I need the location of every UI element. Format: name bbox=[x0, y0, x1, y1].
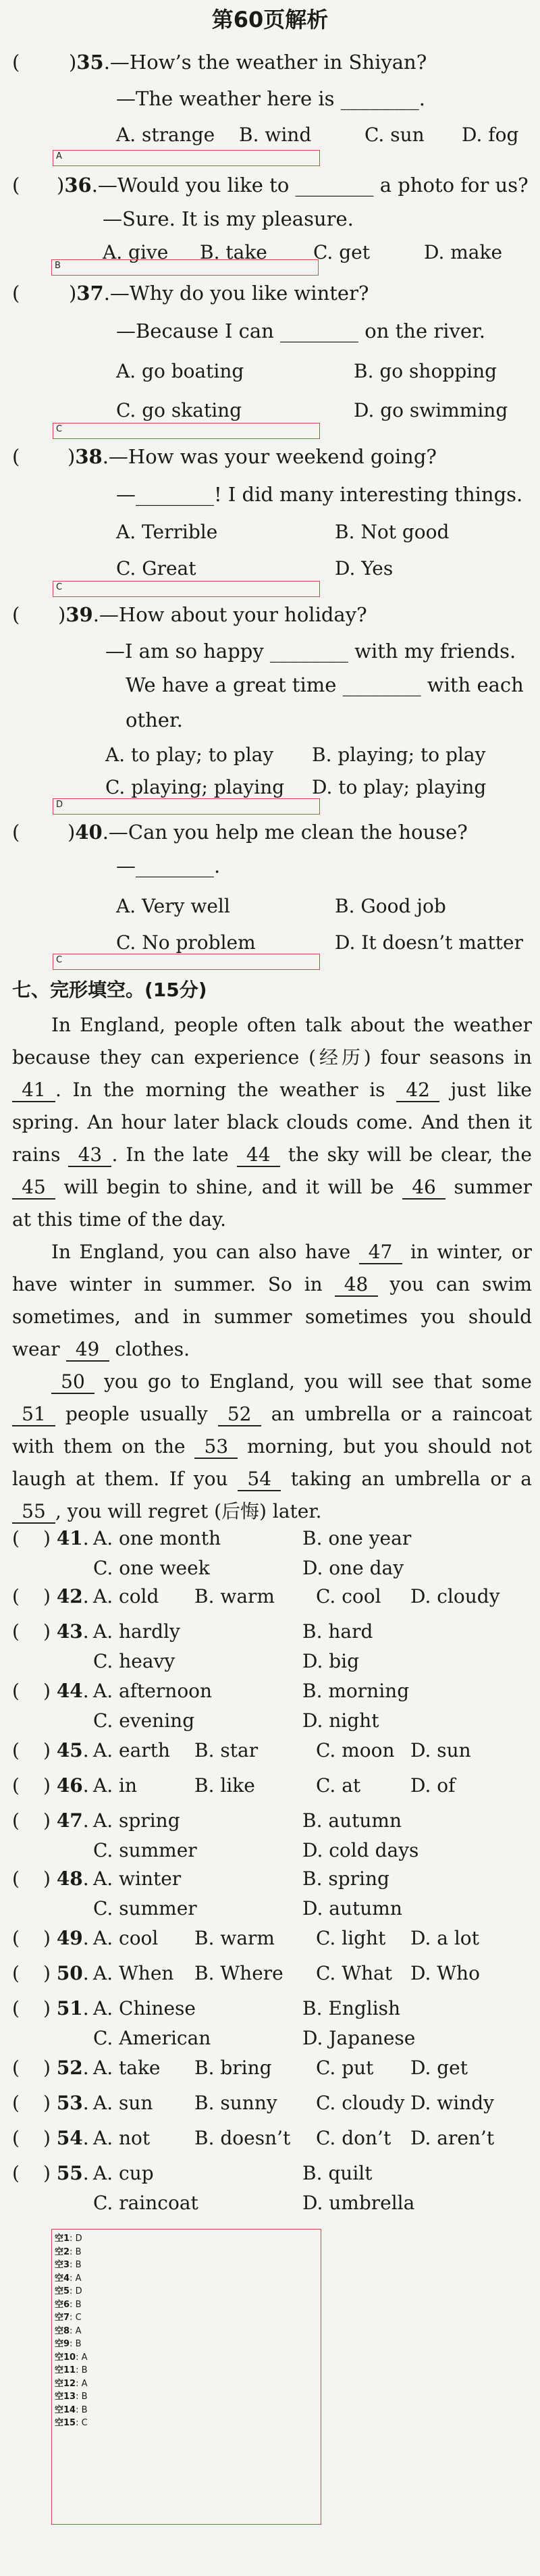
option-c: C. summer bbox=[93, 1839, 197, 1861]
option-a: A. take bbox=[93, 2057, 161, 2079]
question-line: —I am so happy ________ with my friends. bbox=[105, 640, 516, 663]
option-d: D. It doesn’t matter bbox=[335, 931, 523, 954]
option-c: C. one week bbox=[93, 1557, 210, 1579]
paren: ( bbox=[12, 2057, 20, 2079]
option-c: C. don’t bbox=[316, 2127, 392, 2149]
answer-box: C bbox=[53, 581, 320, 597]
question-number: ) 43. bbox=[43, 1620, 89, 1643]
option-c: C. What bbox=[316, 1962, 392, 1984]
option-d: D. to play; playing bbox=[312, 776, 487, 798]
question-number: ) 54. bbox=[43, 2127, 89, 2149]
paren: ( bbox=[12, 1774, 20, 1797]
answer-key-box bbox=[51, 2229, 321, 2525]
page-title: 第60页解析 bbox=[211, 7, 329, 32]
option-d: D. go swimming bbox=[354, 399, 508, 421]
paren: ( bbox=[12, 51, 20, 74]
option-c: C. Great bbox=[116, 557, 196, 579]
option-b: B. quilt bbox=[302, 2162, 373, 2184]
option-b: B. take bbox=[200, 241, 267, 263]
question-number: )35.—How’s the weather in Shiyan? bbox=[69, 51, 427, 74]
question-number: ) 42. bbox=[43, 1585, 89, 1607]
option-d: D. of bbox=[410, 1774, 456, 1797]
paren: ( bbox=[12, 1620, 20, 1643]
question-number: ) 46. bbox=[43, 1774, 89, 1797]
answer-key-item: 空13: B bbox=[55, 2392, 88, 2402]
option-d: D. windy bbox=[410, 2092, 494, 2114]
option-b: B. star bbox=[194, 1739, 259, 1761]
option-a: A. to play; to play bbox=[105, 744, 274, 766]
option-a: A. cold bbox=[93, 1585, 159, 1607]
option-c: C. No problem bbox=[116, 931, 256, 954]
question-number: ) 49. bbox=[43, 1927, 89, 1949]
answer-key-item: 空1: D bbox=[55, 2234, 82, 2244]
question-line: —________! I did many interesting things. bbox=[116, 483, 523, 506]
option-d: D. night bbox=[302, 1709, 379, 1732]
paren: ( bbox=[12, 1527, 20, 1549]
option-b: B. bring bbox=[194, 2057, 272, 2079]
answer-key-item: 空12: A bbox=[55, 2378, 88, 2389]
option-b: B. doesn’t bbox=[194, 2127, 291, 2149]
question-line: other. bbox=[126, 709, 183, 731]
question-number: )39.—How about your holiday? bbox=[58, 603, 367, 626]
answer-key-item: 空3: B bbox=[55, 2260, 82, 2270]
paren: ( bbox=[12, 1927, 20, 1949]
option-a: A. winter bbox=[93, 1867, 182, 1890]
option-a: A. one month bbox=[93, 1527, 221, 1549]
question-number: ) 47. bbox=[43, 1809, 89, 1832]
option-a: A. hardly bbox=[93, 1620, 180, 1643]
answer-key-item: 空9: B bbox=[55, 2339, 82, 2349]
question-line: —________. bbox=[116, 854, 221, 877]
paren: ( bbox=[12, 1680, 20, 1702]
option-d: D. Japanese bbox=[302, 2027, 416, 2049]
option-c: C. American bbox=[93, 2027, 211, 2049]
option-d: D. Yes bbox=[335, 557, 394, 579]
option-d: D. autumn bbox=[302, 1897, 402, 1920]
option-c: C. heavy bbox=[93, 1650, 176, 1672]
question-number: )38.—How was your weekend going? bbox=[68, 445, 437, 468]
option-a: A. When bbox=[93, 1962, 174, 1984]
option-a: A. spring bbox=[93, 1809, 180, 1832]
option-b: B. warm bbox=[194, 1585, 275, 1607]
option-c: C. evening bbox=[93, 1709, 195, 1732]
question-number: )40.—Can you help me clean the house? bbox=[68, 821, 468, 844]
question-number: ) 41. bbox=[43, 1527, 89, 1549]
question-number: ) 53. bbox=[43, 2092, 89, 2114]
answer-box: C bbox=[53, 954, 320, 970]
question-number: ) 45. bbox=[43, 1739, 89, 1761]
option-b: B. Not good bbox=[335, 521, 450, 543]
option-d: D. aren’t bbox=[410, 2127, 495, 2149]
option-d: D. fog bbox=[462, 124, 519, 146]
option-a: A. cup bbox=[93, 2162, 154, 2184]
option-c: C. playing; playing bbox=[105, 776, 285, 798]
option-d: D. big bbox=[302, 1650, 360, 1672]
option-b: B. Good job bbox=[335, 895, 446, 917]
option-c: C. raincoat bbox=[93, 2192, 198, 2214]
answer-box: A bbox=[53, 150, 320, 166]
option-a: A. sun bbox=[93, 2092, 153, 2114]
section-heading: 七、完形填空。(15分) bbox=[12, 979, 207, 1001]
cloze-paragraph-2: In England, you can also have 47 in winter, or have winter in summer. So in 48 you can swim sometimes, and in summer sometimes you should wear 49 clothes. bbox=[12, 1241, 533, 1360]
option-d: D. umbrella bbox=[302, 2192, 415, 2214]
answer-box: D bbox=[53, 798, 320, 815]
answer-key-item: 空2: B bbox=[55, 2246, 82, 2257]
paren: ( bbox=[12, 2092, 20, 2114]
option-d: D. sun bbox=[410, 1739, 471, 1761]
option-c: C. at bbox=[316, 1774, 361, 1797]
option-a: A. give bbox=[103, 241, 169, 263]
option-a: A. cool bbox=[93, 1927, 159, 1949]
option-c: C. put bbox=[316, 2057, 374, 2079]
answer-key-item: 空11: B bbox=[55, 2365, 88, 2375]
option-a: A. go boating bbox=[116, 360, 244, 382]
answer-key-item: 空6: B bbox=[55, 2299, 82, 2310]
option-b: B. go shopping bbox=[354, 360, 497, 382]
option-b: B. Where bbox=[194, 1962, 284, 1984]
question-number: ) 55. bbox=[43, 2162, 89, 2184]
option-d: D. get bbox=[410, 2057, 468, 2079]
option-c: C. light bbox=[316, 1927, 386, 1949]
answer-key-item: 空10: A bbox=[55, 2352, 88, 2363]
question-line: —Sure. It is my pleasure. bbox=[103, 207, 354, 230]
option-a: A. Very well bbox=[116, 895, 230, 917]
cloze-paragraph-1: In England, people often talk about the weather because they can experience (经历) four seasons in 41 . In the morning the weather is 42 just like spring. An hour later black clouds come. And then it rains 43 . In the late 44 the sky will be clear, the 45 will begin to shine, and it will be 46 summer at this time of the day. bbox=[12, 1014, 533, 1231]
option-c: C. moon bbox=[316, 1739, 395, 1761]
question-line: —Because I can ________ on the river. bbox=[116, 319, 485, 342]
option-c: C. cloudy bbox=[316, 2092, 405, 2114]
option-b: B. warm bbox=[194, 1927, 275, 1949]
answer-box: B bbox=[51, 259, 319, 276]
option-b: B. one year bbox=[302, 1527, 412, 1549]
option-a: A. in bbox=[93, 1774, 138, 1797]
cloze-paragraph-3: 50 you go to England, you will see that some 51 people usually 52 an umbrella or a raincoat with them on the 53 morning, but you should not laugh at them. If you 54 taking an umbrella or a 55 , you will regret (后悔) later. bbox=[12, 1370, 533, 1522]
option-d: D. cold days bbox=[302, 1839, 419, 1861]
option-b: B. English bbox=[302, 1997, 401, 2019]
option-b: B. sunny bbox=[194, 2092, 277, 2114]
paren: ( bbox=[12, 1962, 20, 1984]
paren: ( bbox=[12, 1867, 20, 1890]
option-a: A. earth bbox=[93, 1739, 170, 1761]
option-d: D. Who bbox=[410, 1962, 480, 1984]
option-b: B. spring bbox=[302, 1867, 389, 1890]
option-c: C. summer bbox=[93, 1897, 197, 1920]
answer-key-item: 空8: A bbox=[55, 2325, 82, 2336]
question-line: We have a great time ________ with each bbox=[126, 673, 524, 696]
option-b: B. wind bbox=[239, 124, 312, 146]
question-number: ) 52. bbox=[43, 2057, 89, 2079]
option-b: B. autumn bbox=[302, 1809, 402, 1832]
option-a: A. strange bbox=[116, 124, 215, 146]
question-number: )36.—Would you like to ________ a photo for us? bbox=[57, 174, 529, 197]
option-a: A. not bbox=[93, 2127, 151, 2149]
question-number: )37.—Why do you like winter? bbox=[69, 282, 369, 305]
option-d: D. cloudy bbox=[410, 1585, 500, 1607]
paren: ( bbox=[12, 1997, 20, 2019]
question-number: ) 44. bbox=[43, 1680, 89, 1702]
option-a: A. afternoon bbox=[93, 1680, 213, 1702]
answer-key-item: 空14: B bbox=[55, 2404, 88, 2415]
option-b: B. hard bbox=[302, 1620, 373, 1643]
option-b: B. morning bbox=[302, 1680, 410, 1702]
answer-key-item: 空5: D bbox=[55, 2286, 82, 2296]
option-a: A. Chinese bbox=[93, 1997, 196, 2019]
option-a: A. Terrible bbox=[116, 521, 218, 543]
paren: ( bbox=[12, 1739, 20, 1761]
paren: ( bbox=[12, 1809, 20, 1832]
question-number: ) 48. bbox=[43, 1867, 89, 1890]
paren: ( bbox=[12, 2162, 20, 2184]
option-d: D. make bbox=[424, 241, 503, 263]
answer-box: C bbox=[53, 423, 320, 439]
option-b: B. like bbox=[194, 1774, 255, 1797]
question-number: ) 51. bbox=[43, 1997, 89, 2019]
question-number: ) 50. bbox=[43, 1962, 89, 1984]
cloze-passage bbox=[12, 1009, 532, 1528]
paren: ( bbox=[12, 1585, 20, 1607]
answer-key-item: 空7: C bbox=[55, 2313, 82, 2323]
paren: ( bbox=[12, 2127, 20, 2149]
option-c: C. sun bbox=[364, 124, 425, 146]
option-d: D. a lot bbox=[410, 1927, 479, 1949]
option-d: D. one day bbox=[302, 1557, 404, 1579]
option-c: C. get bbox=[313, 241, 370, 263]
answer-key-item: 空15: C bbox=[55, 2418, 88, 2428]
option-b: B. playing; to play bbox=[312, 744, 486, 766]
option-c: C. cool bbox=[316, 1585, 381, 1607]
option-c: C. go skating bbox=[116, 399, 242, 421]
question-line: —The weather here is ________. bbox=[116, 87, 425, 110]
answer-key-item: 空4: A bbox=[55, 2273, 82, 2284]
